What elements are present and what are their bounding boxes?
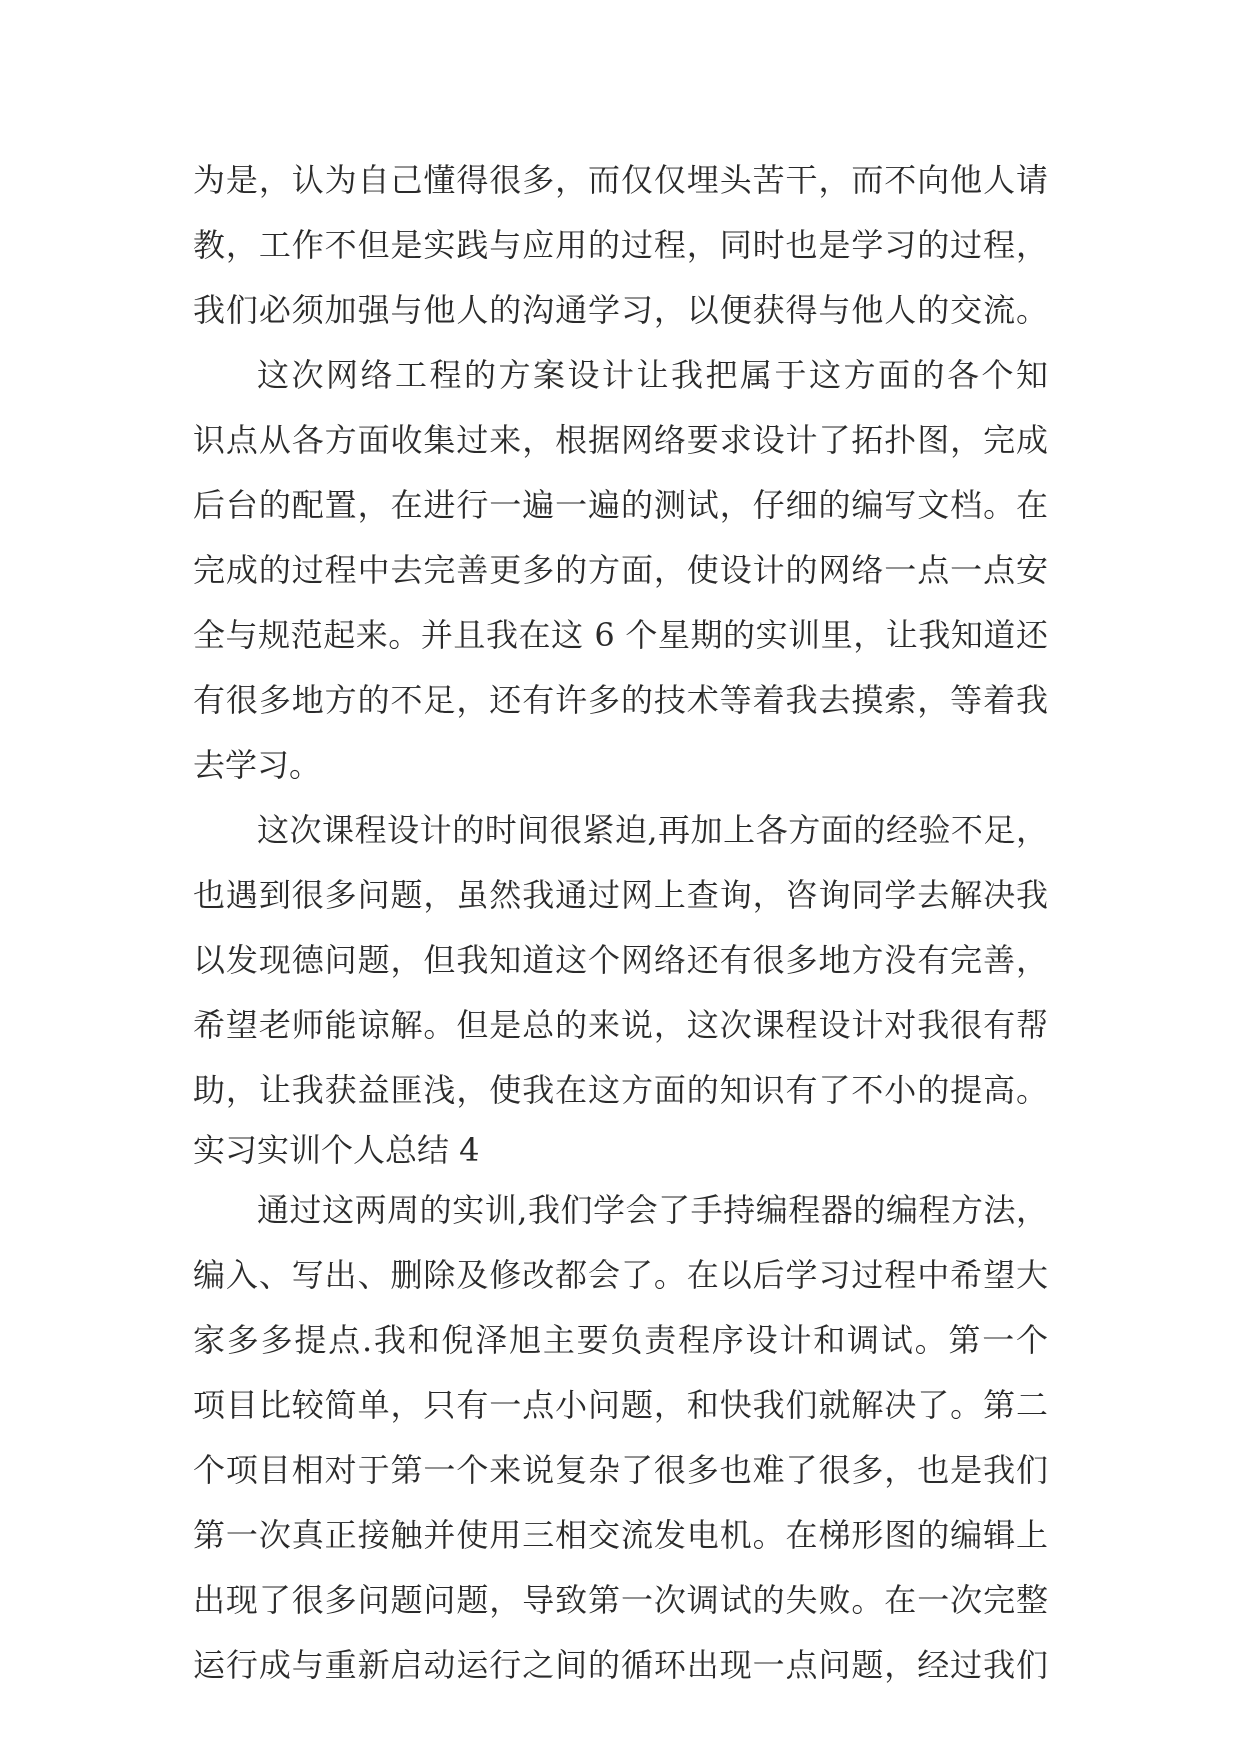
paragraph-first-line: 通过这两周的实训,我们学会了手持编程器的编程方法，: [257, 1191, 1048, 1229]
text-line: 出现了很多问题问题，导致第一次调试的失败。在一次完整: [193, 1581, 1048, 1619]
text-line: 为是，认为自己懂得很多，而仅仅埋头苦干，而不向他人请: [193, 161, 1048, 199]
text-line: 完成的过程中去完善更多的方面，使设计的网络一点一点安: [193, 551, 1048, 589]
text-line: 我们必须加强与他人的沟通学习，以便获得与他人的交流。: [193, 291, 1048, 329]
paragraph-first-line: 这次课程设计的时间很紧迫,再加上各方面的经验不足，: [257, 811, 1048, 849]
text-line: 有很多地方的不足，还有许多的技术等着我去摸索，等着我: [193, 681, 1048, 719]
text-line: 家多多提点.我和倪泽旭主要负责程序设计和调试。第一个: [193, 1321, 1048, 1359]
text-line: 全与规范起来。并且我在这 6 个星期的实训里，让我知道还: [193, 616, 1048, 654]
text-line: 个项目相对于第一个来说复杂了很多也难了很多，也是我们: [193, 1451, 1048, 1489]
text-line: 教，工作不但是实践与应用的过程，同时也是学习的过程，: [193, 226, 1048, 264]
section-heading: 实习实训个人总结 4: [193, 1131, 480, 1169]
text-line: 去学习。: [193, 746, 322, 784]
text-line: 也遇到很多问题，虽然我通过网上查询，咨询同学去解决我: [193, 876, 1048, 914]
text-line: 第一次真正接触并使用三相交流发电机。在梯形图的编辑上: [193, 1516, 1048, 1554]
text-line: 编入、写出、删除及修改都会了。在以后学习过程中希望大: [193, 1256, 1048, 1294]
text-line: 后台的配置，在进行一遍一遍的测试，仔细的编写文档。在: [193, 486, 1048, 524]
text-line: 助，让我获益匪浅，使我在这方面的知识有了不小的提高。: [193, 1071, 1048, 1109]
text-line: 项目比较简单，只有一点小问题，和快我们就解决了。第二: [193, 1386, 1048, 1424]
text-line: 识点从各方面收集过来，根据网络要求设计了拓扑图，完成: [193, 421, 1048, 459]
text-line: 运行成与重新启动运行之间的循环出现一点问题，经过我们: [193, 1646, 1048, 1684]
text-line: 以发现德问题，但我知道这个网络还有很多地方没有完善，: [193, 941, 1048, 979]
text-line: 希望老师能谅解。但是总的来说，这次课程设计对我很有帮: [193, 1006, 1048, 1044]
paragraph-first-line: 这次网络工程的方案设计让我把属于这方面的各个知: [257, 356, 1048, 394]
